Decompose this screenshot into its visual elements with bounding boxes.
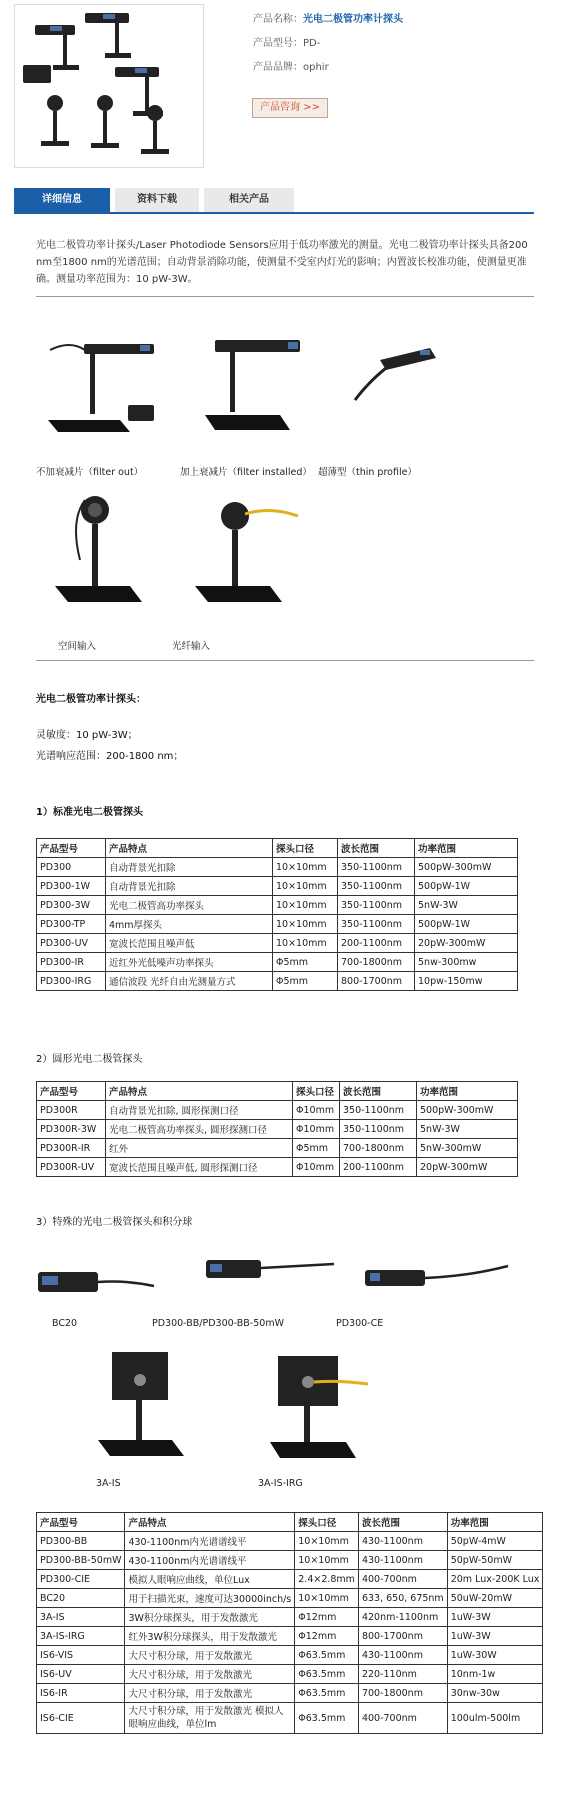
table-cell: 700-1800nm [358, 1684, 447, 1703]
table-cell: IS6-UV [37, 1665, 125, 1684]
table-cell: 10×10mm [273, 877, 338, 896]
table-cell: IS6-VIS [37, 1646, 125, 1665]
table-row [37, 1158, 518, 1177]
table-cell: 大尺寸积分球，用于发散激光 [125, 1665, 295, 1684]
table-row [37, 915, 518, 934]
tab-related-products[interactable]: 相关产品 [204, 188, 294, 212]
product-thumbnail [14, 4, 204, 168]
col-header: 产品特点 [106, 1082, 293, 1101]
table-cell: PD300-IR [37, 953, 106, 972]
table-cell: 1uW-30W [447, 1646, 543, 1665]
image-free-space-input [50, 490, 160, 610]
col-header: 波长范围 [338, 839, 415, 858]
table-cell: 近红外光低噪声功率探头 [106, 953, 273, 972]
table-cell: 50uW-20mW [447, 1589, 543, 1608]
table-cell: 20pW-300mW [415, 934, 518, 953]
caption-fiber-input: 光纤输入 [172, 641, 211, 652]
table-row [37, 1139, 518, 1158]
table-cell: 500pW-1W [415, 915, 518, 934]
table-cell: 大尺寸积分球，用于发散激光 [125, 1646, 295, 1665]
table-row [37, 934, 518, 953]
table-cell: 420nm-1100nm [358, 1608, 447, 1627]
table-cell: 50pW-50mW [447, 1551, 543, 1570]
table-cell: 用于扫描光束，速度可达30000inch/s [125, 1589, 295, 1608]
table-cell: 500pW-300mW [415, 858, 518, 877]
table-cell: 大尺寸积分球，用于发散激光 模拟人眼响应曲线，单位lm [125, 1703, 295, 1734]
table-cell: 3A-IS-IRG [37, 1627, 125, 1646]
table-cell: Φ5mm [273, 972, 338, 991]
col-header: 波长范围 [340, 1082, 417, 1101]
col-header: 探头口径 [295, 1513, 359, 1532]
table-cell: 350-1100nm [338, 915, 415, 934]
table-cell: BC20 [37, 1589, 125, 1608]
table-cell: 350-1100nm [338, 877, 415, 896]
product-name-value: 光电二极管功率计探头 [303, 14, 403, 25]
table-cell: 10×10mm [273, 858, 338, 877]
table-cell: 500pW-300mW [417, 1101, 518, 1120]
table-cell: 10pw-150mw [415, 972, 518, 991]
product-brand [253, 58, 329, 73]
table-cell: Φ5mm [273, 953, 338, 972]
table-cell: 10×10mm [273, 934, 338, 953]
table-cell: 350-1100nm [340, 1101, 417, 1120]
table-cell: 10×10mm [273, 915, 338, 934]
image-fiber-input [190, 496, 300, 611]
table-cell: 700-1800nm [340, 1139, 417, 1158]
table-cell: 350-1100nm [340, 1120, 417, 1139]
table-cell: 10nm-1w [447, 1665, 543, 1684]
section2-title: 2）圆形光电二极管探头 [36, 1054, 143, 1065]
table-cell: 大尺寸积分球，用于发散激光 [125, 1684, 295, 1703]
table-cell: Φ63.5mm [295, 1684, 359, 1703]
table-row [37, 877, 518, 896]
table-cell: 宽波长范围且噪声低 [106, 934, 273, 953]
table-cell: 10×10mm [295, 1589, 359, 1608]
caption-thin-profile: 超薄型（thin profile） [318, 467, 417, 478]
table-cell: 500pW-1W [415, 877, 518, 896]
table-cell: 800-1700nm [358, 1627, 447, 1646]
table-cell: 自动背景光扣除 [106, 858, 273, 877]
product-model-label: 产品型号： [253, 38, 303, 49]
table-cell: 3W积分球探头，用于发散激光 [125, 1608, 295, 1627]
table-row [37, 1646, 543, 1665]
table-standard-sensors [36, 838, 518, 991]
table-cell: PD300-TP [37, 915, 106, 934]
table-cell: 200-1100nm [338, 934, 415, 953]
table-cell: 20pW-300mW [417, 1158, 518, 1177]
table-cell: 5nW-3W [417, 1120, 518, 1139]
caption-3a-is: 3A-IS [96, 1478, 121, 1489]
table-cell: Φ63.5mm [295, 1646, 359, 1665]
table-cell: 自动背景光扣除, 圆形探测口径 [106, 1101, 293, 1120]
table-row [37, 1570, 543, 1589]
divider [36, 660, 534, 661]
image-pd300-bb [196, 1252, 336, 1292]
table-row [37, 953, 518, 972]
table-cell: 通信波段 光纤自由光测量方式 [106, 972, 273, 991]
table-cell: 30nw-30w [447, 1684, 543, 1703]
image-pd300-ce [360, 1262, 510, 1302]
col-header: 功率范围 [417, 1082, 518, 1101]
table-cell: PD300R [37, 1101, 106, 1120]
table-row [37, 896, 518, 915]
col-header: 产品型号 [37, 1513, 125, 1532]
table-special-sensors [36, 1512, 543, 1734]
table-cell: 光电二极管高功率探头, 圆形探测口径 [106, 1120, 293, 1139]
summary-spectral: 光谱响应范围：200-1800 nm； [36, 751, 184, 762]
table-cell: 430-1100nm内光谱谱线平 [125, 1532, 295, 1551]
table-cell: PD300R-3W [37, 1120, 106, 1139]
col-header: 产品型号 [37, 839, 106, 858]
col-header: 探头口径 [273, 839, 338, 858]
table-cell: 10×10mm [295, 1551, 359, 1570]
table-cell: IS6-CIE [37, 1703, 125, 1734]
table-cell: PD300 [37, 858, 106, 877]
table-cell: PD300-BB-50mW [37, 1551, 125, 1570]
table-cell: PD300-UV [37, 934, 106, 953]
caption-free-space-input: 空间输入 [58, 641, 97, 652]
table-row [37, 858, 518, 877]
table-cell: 50pW-4mW [447, 1532, 543, 1551]
table-cell: PD300-3W [37, 896, 106, 915]
image-filter-out [40, 330, 170, 445]
table-cell: 430-1100nm [358, 1532, 447, 1551]
table-cell: 宽波长范围且噪声低, 圆形探测口径 [106, 1158, 293, 1177]
table-cell: Φ10mm [293, 1101, 340, 1120]
table-row [37, 1551, 543, 1570]
caption-pd300-bb: PD300-BB/PD300-BB-50mW [152, 1318, 284, 1329]
caption-filter-out: 不加衰减片（filter out） [36, 467, 144, 478]
caption-3a-is-irg: 3A-IS-IRG [258, 1478, 303, 1489]
summary-title: 光电二极管功率计探头： [36, 694, 146, 705]
table-cell: PD300-1W [37, 877, 106, 896]
table-row [37, 972, 518, 991]
table-cell: 1uW-3W [447, 1608, 543, 1627]
product-brand-label: 产品品牌： [253, 62, 303, 73]
table-cell: Φ5mm [293, 1139, 340, 1158]
table-cell: PD300R-UV [37, 1158, 106, 1177]
product-model [253, 34, 320, 49]
table-cell: Φ10mm [293, 1158, 340, 1177]
table-round-sensors [36, 1081, 518, 1177]
table-cell: Φ63.5mm [295, 1703, 359, 1734]
table-header-row [37, 1082, 518, 1101]
table-cell: Φ10mm [293, 1120, 340, 1139]
table-cell: PD300-CIE [37, 1570, 125, 1589]
table-cell: PD300R-IR [37, 1139, 106, 1158]
tab-details[interactable]: 详细信息 [14, 188, 110, 212]
table-cell: 700-1800nm [338, 953, 415, 972]
col-header: 功率范围 [447, 1513, 543, 1532]
product-consult-button[interactable]: 产品咨询 >> [252, 98, 328, 118]
image-filter-installed [200, 330, 320, 440]
table-cell: 400-700nm [358, 1570, 447, 1589]
table-row [37, 1101, 518, 1120]
image-3a-is [90, 1350, 200, 1460]
table-row [37, 1608, 543, 1627]
table-cell: PD300-BB [37, 1532, 125, 1551]
image-3a-is-irg [268, 1354, 378, 1464]
table-header-row [37, 1513, 543, 1532]
table-cell: 633, 650, 675nm [358, 1589, 447, 1608]
table-cell: 200-1100nm [340, 1158, 417, 1177]
table-cell: 350-1100nm [338, 896, 415, 915]
col-header: 产品型号 [37, 1082, 106, 1101]
table-cell: 5nW-3W [415, 896, 518, 915]
table-row [37, 1627, 543, 1646]
col-header: 波长范围 [358, 1513, 447, 1532]
table-cell: 800-1700nm [338, 972, 415, 991]
table-row [37, 1684, 543, 1703]
col-header: 功率范围 [415, 839, 518, 858]
table-cell: 10×10mm [273, 896, 338, 915]
table-cell: 5nw-300mw [415, 953, 518, 972]
caption-filter-installed: 加上衰减片（filter installed） [180, 467, 312, 478]
divider [36, 296, 534, 297]
table-cell: 220-110nm [358, 1665, 447, 1684]
table-cell: PD300-IRG [37, 972, 106, 991]
image-thin-profile [350, 340, 440, 410]
table-row [37, 1120, 518, 1139]
table-cell: Φ12mm [295, 1608, 359, 1627]
table-cell: 350-1100nm [338, 858, 415, 877]
caption-pd300-ce: PD300-CE [336, 1318, 384, 1329]
table-cell: 430-1100nm内光谱谱线平 [125, 1551, 295, 1570]
table-cell: 20m Lux-200K Lux [447, 1570, 543, 1589]
table-cell: 100ulm-500lm [447, 1703, 543, 1734]
summary-sensitivity: 灵敏度：10 pW-3W； [36, 730, 138, 741]
table-cell: 1uW-3W [447, 1627, 543, 1646]
table-cell: 400-700nm [358, 1703, 447, 1734]
table-cell: 4mm厚探头 [106, 915, 273, 934]
image-bc20 [36, 1262, 156, 1302]
table-header-row [37, 839, 518, 858]
table-cell: 5nW-300mW [417, 1139, 518, 1158]
col-header: 探头口径 [293, 1082, 340, 1101]
table-cell: 红外 [106, 1139, 293, 1158]
product-model-value: PD- [303, 38, 321, 49]
table-row [37, 1703, 543, 1734]
table-cell: 红外3W积分球探头，用于发散激光 [125, 1627, 295, 1646]
table-row [37, 1665, 543, 1684]
table-cell: Φ63.5mm [295, 1665, 359, 1684]
table-cell: 430-1100nm [358, 1551, 447, 1570]
tab-downloads[interactable]: 资料下载 [115, 188, 199, 212]
col-header: 产品特点 [125, 1513, 295, 1532]
product-name-label: 产品名称： [253, 14, 303, 25]
table-row [37, 1589, 543, 1608]
table-cell: 自动背景光扣除 [106, 877, 273, 896]
table-cell: 3A-IS [37, 1608, 125, 1627]
table-row [37, 1532, 543, 1551]
product-name [253, 10, 403, 25]
section1-title: 1）标准光电二极管探头 [36, 807, 143, 818]
table-cell: 光电二极管高功率探头 [106, 896, 273, 915]
section3-title: 3）特殊的光电二极管探头和积分球 [36, 1217, 193, 1228]
table-cell: 430-1100nm [358, 1646, 447, 1665]
intro-paragraph: 光电二极管功率计探头/Laser Photodiode Sensors应用于低功率激光的测量。光电二极管功率计探头具备200 nm至1800 nm的光谱范围；自动背景消除功能，使测量不受室内灯光的影响；内置波长校准功能，使测量更准确。测量功率范围为：10 pW-3W。 [36, 240, 528, 285]
table-cell: 10×10mm [295, 1532, 359, 1551]
table-cell: 模拟人眼响应曲线，单位Lux [125, 1570, 295, 1589]
detail-tabs [14, 188, 534, 212]
table-cell: 2.4×2.8mm [295, 1570, 359, 1589]
table-cell: Φ12mm [295, 1627, 359, 1646]
table-cell: IS6-IR [37, 1684, 125, 1703]
col-header: 产品特点 [106, 839, 273, 858]
caption-bc20: BC20 [52, 1318, 78, 1329]
tab-underline [14, 212, 534, 214]
product-brand-value: ophir [303, 62, 329, 73]
